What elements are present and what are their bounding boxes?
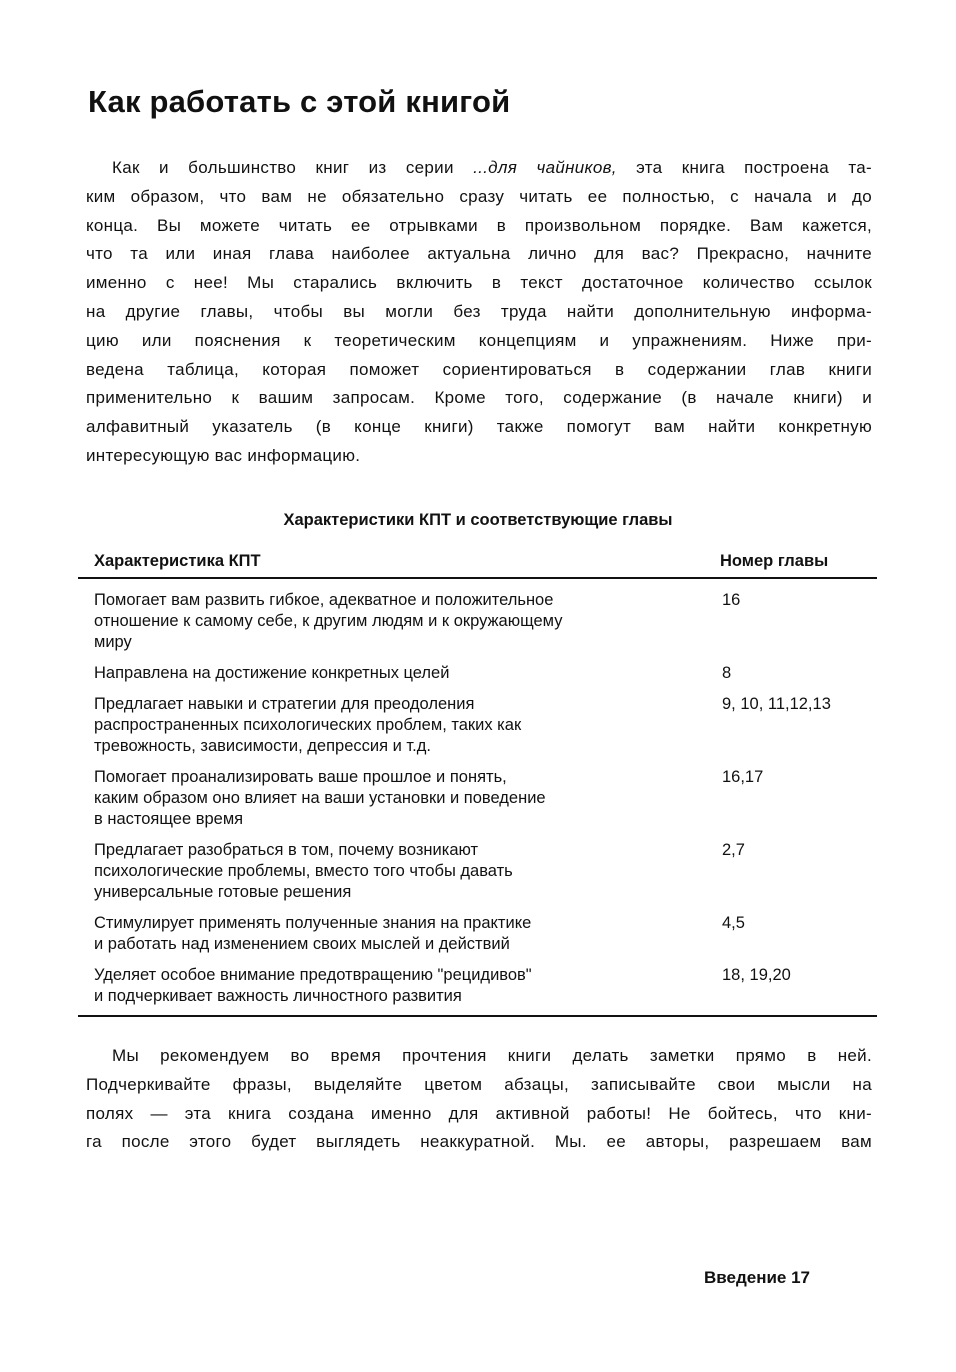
row-characteristic: Направлена на достижение конкретных целей [94, 664, 450, 682]
row-chapter: 16,17 [722, 768, 764, 786]
row-characteristic: Предлагает разобраться в том, почему возникают психологические проблемы, вместо того чтобы давать универсальные готовые решения [94, 841, 513, 901]
row-chapter: 4,5 [722, 914, 745, 932]
paragraph-line: Подчеркивайте фразы, выделяйте цветом абзацы, записывайте свои мысли на [86, 1074, 872, 1094]
paragraph-line: конца. Вы можете читать ее отрывками в произвольном порядке. Вам кажется, [86, 215, 872, 235]
table-row [78, 913, 877, 955]
row-chapter: 8 [722, 664, 732, 682]
paragraph-line: га после этого будет выглядеть неаккуратной. Мы. ее авторы, разрешаем вам [86, 1132, 872, 1152]
row-characteristic: Уделяет особое внимание предотвращению "рецидивов" и подчеркивает важность личностного развития [94, 966, 532, 1005]
header-chapter-number: Номер главы [720, 551, 829, 570]
paragraph-line: именно с нее! Мы старались включить в текст достаточное количество ссылок [86, 273, 872, 293]
paragraph-line: алфавитный указатель (в конце книги) также помогут вам найти конкретную [86, 417, 872, 437]
paragraph-line: что та или иная глава наиболее актуальна лично для вас? Прекрасно, начните [86, 244, 872, 264]
row-chapter: 18, 19,20 [722, 966, 791, 984]
paragraph-line: ким образом, что вам не обязательно сразу читать ее полностью, с начала и до [86, 186, 872, 206]
page-footer: Введение 17 [704, 1268, 811, 1287]
notes-paragraph [86, 1042, 872, 1157]
table-row [78, 590, 877, 653]
paragraph-line: Мы рекомендуем во время прочтения книги делать заметки прямо в ней. [112, 1046, 872, 1065]
row-characteristic: Помогает проанализировать ваше прошлое и понять, каким образом оно влияет на ваши установки и поведение в настоящее время [94, 768, 546, 828]
table-row [78, 840, 877, 903]
paragraph-line: цию или пояснения к теоретическим концепциям и упражнениям. Ниже при- [86, 330, 872, 350]
paragraph-line: ведена таблица, которая поможет сориентироваться в содержании глав книги [86, 359, 872, 379]
series-name: ...для чайников, [473, 158, 617, 177]
table-header [78, 545, 877, 579]
table-row [78, 767, 877, 830]
paragraph-line: Как и большинство книг из серии ...для чайников, эта книга построена та- [112, 158, 872, 177]
paragraph-line: интересующую вас информацию. [86, 445, 361, 465]
paragraph-line: применительно к вашим запросам. Кроме того, содержание (в начале книги) и [86, 388, 872, 408]
table-row [78, 965, 877, 1015]
row-chapter: 16 [722, 591, 741, 609]
paragraph-line: полях — эта книга создана именно для активной работы! Не бойтесь, что кни- [86, 1103, 872, 1123]
row-chapter: 9, 10, 11,12,13 [722, 695, 831, 713]
table-row [78, 694, 877, 757]
intro-paragraph [86, 154, 872, 471]
header-characteristic: Характеристика КПТ [94, 551, 261, 570]
characteristics-table [78, 545, 877, 1017]
row-characteristic: Предлагает навыки и стратегии для преодоления распространенных психологических проблем, таких как тревожность, зависимости, депрессия и т.д. [94, 695, 522, 755]
row-characteristic: Стимулирует применять полученные знания на практике и работать над изменением своих мыслей и действий [94, 914, 532, 953]
page-title: Как работать с этой книгой [88, 84, 511, 119]
table-row [78, 663, 877, 684]
table-caption: Характеристики КПТ и соответствующие главы [283, 511, 673, 529]
row-characteristic: Помогает вам развить гибкое, адекватное и положительное отношение к самому себе, к другим людям и к окружающему миру [94, 591, 563, 651]
row-chapter: 2,7 [722, 841, 745, 859]
paragraph-line: на другие главы, чтобы вы могли без труда найти дополнительную информа- [86, 301, 872, 321]
